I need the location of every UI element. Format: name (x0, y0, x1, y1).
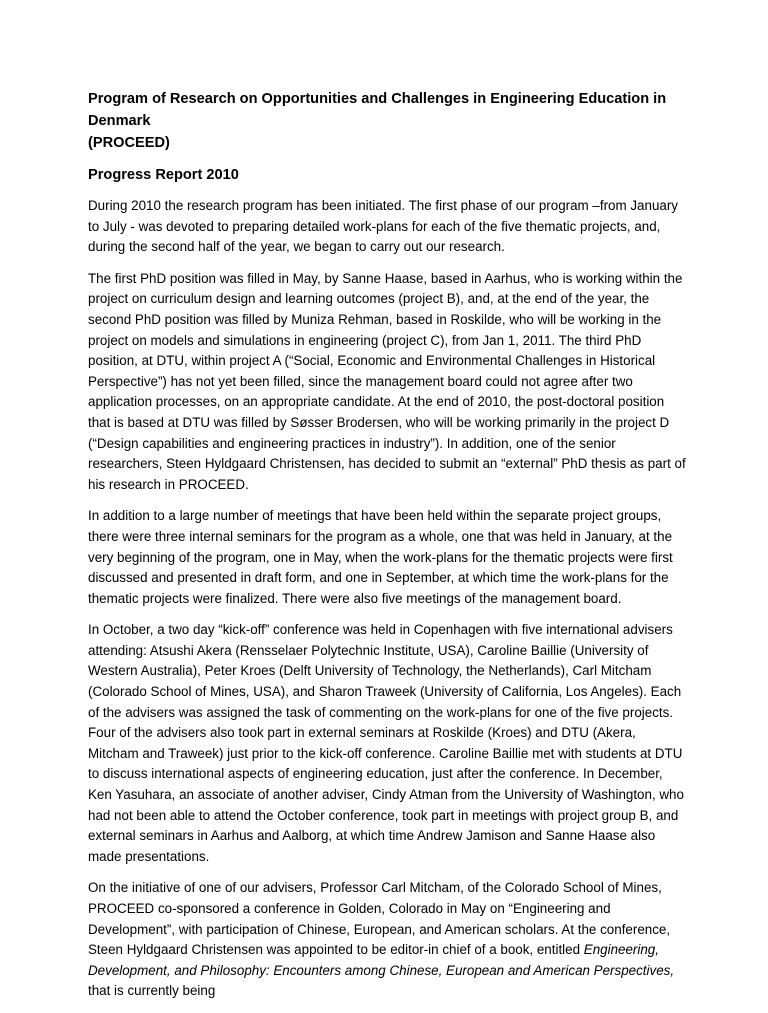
book-title: Engineering, Development, and Philosophy: Encounters among Chinese, European and American Perspectives, (88, 942, 675, 978)
document-title (88, 88, 688, 154)
paragraph-golden-conference (88, 878, 688, 1002)
paragraph-text-before: On the initiative of one of our advisers, Professor Carl Mitcham, of the Colorado School of Mines, PROCEED co-sponsored a conference in Golden, Colorado in May on “Engineering and Development”, with participation of Chinese, European, and American scholars. At the conference, Steen Hyldgaard Christensen was appointed to be editor-in chief of a book, entitled (88, 880, 671, 958)
document-page (88, 88, 688, 1013)
paragraph-conference: In October, a two day “kick-off” conference was held in Copenhagen with five international advisers attending: Atsushi Akera (Rensselaer Polytechnic Institute, USA), Caroline Baillie (University of Western Australia), Peter Kroes (Delft University of Technology, the Netherlands), Carl Mitcham (Colorado School of Mines, USA), and Sharon Traweek (University of California, Los Angeles). Each of the advisers was assigned the task of commenting on the work-plans for one of the five projects. Four of the advisers also took part in external seminars at Roskilde (Kroes) and DTU (Akera, Mitcham and Traweek) just prior to the kick-off conference. Caroline Baillie met with students at DTU to discuss international aspects of engineering education, just after the conference. In December, Ken Yasuhara, an associate of another adviser, Cindy Atman from the University of Washington, who had not been able to attend the October conference, took part in meetings with project group B, and external seminars in Aarhus and Aalborg, at which time Andrew Jamison and Sanne Haase also made presentations. (88, 622, 684, 864)
title-line-2: (PROCEED) (88, 135, 170, 151)
title-line-1: Program of Research on Opportunities and Challenges in Engineering Education in Denmark (88, 91, 667, 129)
paragraph-positions: The first PhD position was filled in May, by Sanne Haase, based in Aarhus, who is working within the project on curriculum design and learning outcomes (project B), and, at the end of the year, the second PhD position was filled by Muniza Rehman, based in Roskilde, who will be working in the project on models and simulations in engineering (project C), from Jan 1, 2011. The third PhD position, at DTU, within project A (“Social, Economic and Environmental Challenges in Historical Perspective”) has not yet been filled, since the management board could not agree after two application processes, on an appropriate candidate. At the end of 2010, the post-doctoral position that is based at DTU was filled by Søsser Brodersen, who will be working primarily in the project D (“Design capabilities and engineering practices in industry”). In addition, one of the senior researchers, Steen Hyldgaard Christensen, has decided to submit an “external” PhD thesis as part of his research in PROCEED. (88, 270, 686, 492)
report-subtitle: Progress Report 2010 (88, 167, 239, 183)
paragraph-intro: During 2010 the research program has been initiated. The first phase of our program –from January to July - was devoted to preparing detailed work-plans for each of the five thematic projects, and, during the second half of the year, we began to carry out our research. (88, 198, 679, 255)
paragraph-seminars: In addition to a large number of meetings that have been held within the separate project groups, there were three internal seminars for the program as a whole, one that was held in January, at the very beginning of the program, one in May, when the work-plans for the thematic projects were first discussed and presented in draft form, and one in September, at which time the work-plans for the thematic projects were finalized. There were also five meetings of the management board. (88, 508, 673, 606)
paragraph-text-after: that is currently being (88, 983, 216, 999)
